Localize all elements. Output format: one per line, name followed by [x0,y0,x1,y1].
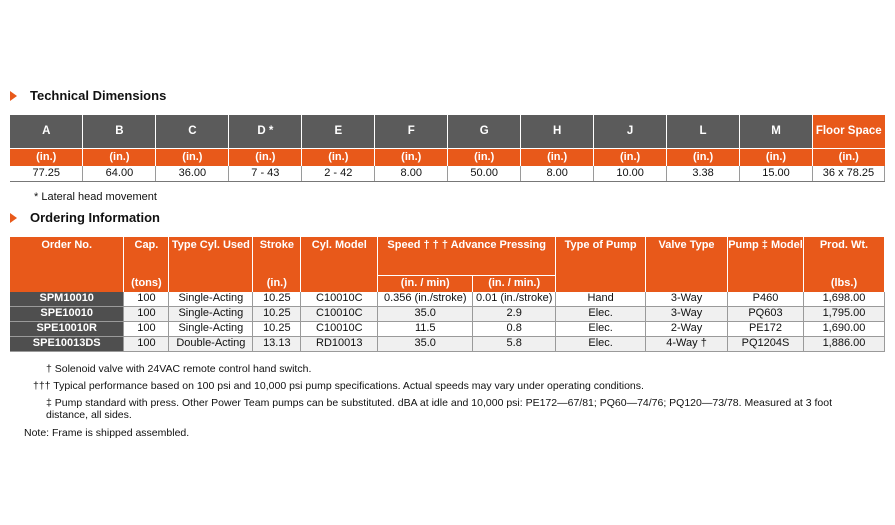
dims-unit-cell: (in.) [156,149,229,167]
dims-header-cell: J [594,115,667,149]
dims-header-cell: G [448,115,521,149]
dims-unit-cell: (in.) [448,149,521,167]
table-cell: Single-Acting [169,306,253,321]
dims-header-cell: B [83,115,156,149]
table-cell: 0.356 (in./stroke) [378,292,473,307]
header-pump-model: Pump ‡ Model [728,237,804,275]
technical-dimensions-title: Technical Dimensions [30,88,167,103]
table-cell: 3-Way [646,292,728,307]
dims-header-cell: C [156,115,229,149]
dims-header-cell: E [302,115,375,149]
table-cell: 2-Way [646,321,728,336]
dims-unit-cell: (in.) [10,149,83,167]
table-cell: 0.01 (in./stroke) [473,292,556,307]
unit-speed-advance: (in. / min) [378,275,473,292]
table-cell: Double-Acting [169,336,253,351]
dims-header-cell: Floor Space [812,115,884,149]
dims-value-cell: 7 - 43 [229,166,302,182]
dims-unit-cell: (in.) [594,149,667,167]
lateral-head-note: * Lateral head movement [34,191,157,203]
table-cell: Single-Acting [169,292,253,307]
table-cell: C10010C [301,321,378,336]
section-bullet-icon [10,91,17,101]
header-type: Type Cyl. Used [169,237,253,275]
dims-unit-cell: (in.) [521,149,594,167]
unit-order-no [10,275,124,292]
order-number-cell: SPE10013DS [10,336,124,351]
table-cell: Elec. [556,306,646,321]
order-number-cell: SPE10010 [10,306,124,321]
table-cell: Elec. [556,321,646,336]
table-cell: P460 [728,292,804,307]
unit-weight: (lbs.) [803,275,884,292]
table-cell: C10010C [301,306,378,321]
table-cell: 5.8 [473,336,556,351]
dims-value-cell: 8.00 [521,166,594,182]
ordering-table [10,237,885,352]
unit-cap: (tons) [124,275,169,292]
table-cell: 2.9 [473,306,556,321]
ordering-information-heading [10,210,160,225]
table-cell: 4-Way † [646,336,728,351]
dims-value-cell: 64.00 [83,166,156,182]
table-cell: 10.25 [253,306,301,321]
table-cell: 1,690.00 [803,321,884,336]
dims-unit-cell: (in.) [229,149,302,167]
dims-value-cell: 8.00 [375,166,448,182]
table-cell: Single-Acting [169,321,253,336]
frame-shipped-note: Note: Frame is shipped assembled. [24,427,190,439]
dims-values-row [10,166,885,182]
table-row [10,292,885,307]
table-cell: 10.25 [253,292,301,307]
dims-unit-cell: (in.) [740,149,813,167]
table-cell: 11.5 [378,321,473,336]
dims-value-cell: 36 x 78.25 [812,166,884,182]
table-cell: 100 [124,321,169,336]
dims-value-cell: 77.25 [10,166,83,182]
dims-unit-cell: (in.) [375,149,448,167]
dims-value-cell: 15.00 [740,166,813,182]
technical-dimensions-table [10,115,885,182]
unit-type [169,275,253,292]
table-cell: PQ1204S [728,336,804,351]
dims-value-cell: 2 - 42 [302,166,375,182]
table-cell: 1,698.00 [803,292,884,307]
ordering-units-row [10,275,885,292]
unit-cyl-model [301,275,378,292]
header-valve-type: Valve Type [646,237,728,275]
unit-pump-model [728,275,804,292]
table-cell: 0.8 [473,321,556,336]
table-row [10,306,885,321]
table-cell: 35.0 [378,306,473,321]
table-row [10,336,885,351]
dims-header-cell: L [667,115,740,149]
header-order-no: Order No. [10,237,124,275]
table-cell: 13.13 [253,336,301,351]
dims-header-cell: M [740,115,813,149]
order-number-cell: SPE10010R [10,321,124,336]
header-cyl-model: Cyl. Model [301,237,378,275]
header-pump-type: Type of Pump [556,237,646,275]
dims-value-cell: 50.00 [448,166,521,182]
header-cap: Cap. [124,237,169,275]
table-cell: 1,886.00 [803,336,884,351]
dims-header-cell: A [10,115,83,149]
unit-stroke: (in.) [253,275,301,292]
dims-value-cell: 10.00 [594,166,667,182]
footnote-solenoid: † Solenoid valve with 24VAC remote control hand switch. [46,363,312,375]
dims-header-row [10,115,885,149]
order-number-cell: SPM10010 [10,292,124,307]
table-cell: 100 [124,336,169,351]
header-speed: Speed † † † Advance Pressing [378,237,556,275]
dims-value-cell: 3.38 [667,166,740,182]
dims-unit-cell: (in.) [667,149,740,167]
table-cell: 35.0 [378,336,473,351]
table-cell: 10.25 [253,321,301,336]
dims-unit-cell: (in.) [83,149,156,167]
table-cell: 100 [124,292,169,307]
technical-dimensions-heading [10,88,166,103]
unit-valve [646,275,728,292]
unit-pump-type [556,275,646,292]
table-cell: 1,795.00 [803,306,884,321]
footnote-pump: ‡ Pump standard with press. Other Power Team pumps can be substituted. dBA at idle and 10,000 psi: PE172—67/81; PQ60—74/76; PQ120—73/78. Measured at 3 foot distance, all sides. [46,397,833,421]
footnote-performance: ††† Typical performance based on 100 psi and 10,000 psi pump specifications. Actual speeds may vary under operating conditions. [33,380,644,392]
dims-value-cell: 36.00 [156,166,229,182]
ordering-header-row [10,237,885,275]
table-cell: PQ603 [728,306,804,321]
section-bullet-icon [10,213,17,223]
unit-speed-pressing: (in. / min.) [473,275,556,292]
table-cell: PE172 [728,321,804,336]
header-weight: Prod. Wt. [803,237,884,275]
table-cell: 3-Way [646,306,728,321]
ordering-information-title: Ordering Information [30,210,160,225]
table-cell: C10010C [301,292,378,307]
table-cell: Hand [556,292,646,307]
header-stroke: Stroke [253,237,301,275]
dims-unit-cell: (in.) [302,149,375,167]
dims-unit-cell: (in.) [812,149,884,167]
dims-header-cell: H [521,115,594,149]
dims-header-cell: D * [229,115,302,149]
dims-header-cell: F [375,115,448,149]
table-row [10,321,885,336]
table-cell: Elec. [556,336,646,351]
table-cell: 100 [124,306,169,321]
table-cell: RD10013 [301,336,378,351]
dims-units-row [10,149,885,167]
